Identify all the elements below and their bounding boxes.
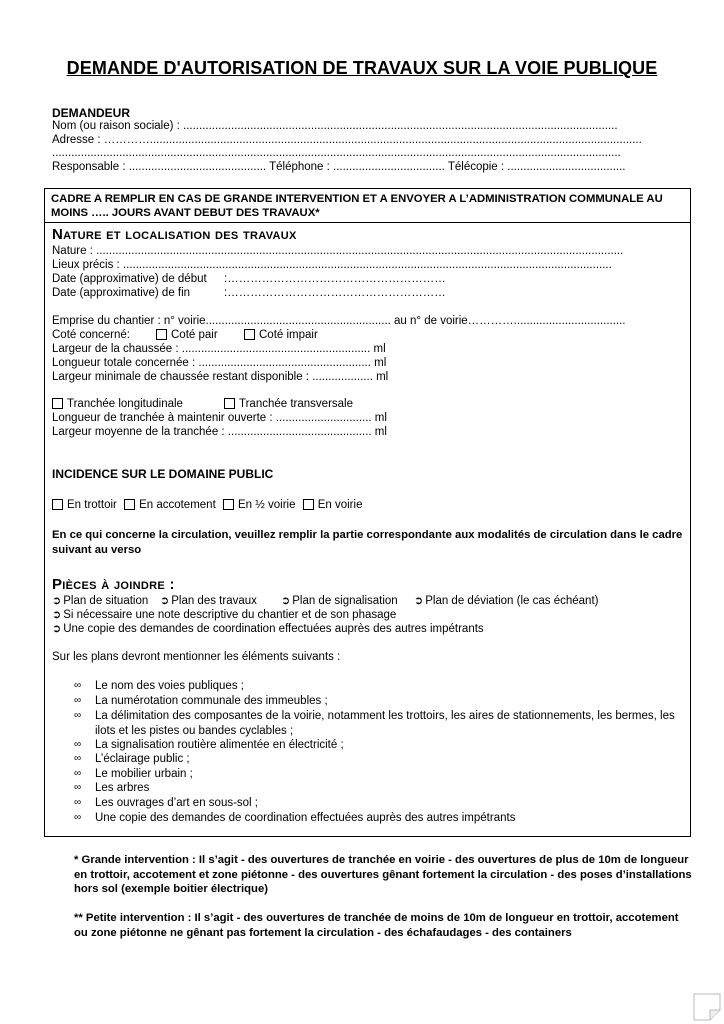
infinity-bullet-icon: ∞ <box>74 680 82 691</box>
incidence-options <box>52 499 688 513</box>
cote-label: Coté concerné: <box>52 329 130 341</box>
longueur-tranchee-field[interactable]: Longueur de tranchée à maintenir ouverte : .............................. ml <box>52 412 387 424</box>
arrow-icon: ➲ <box>414 595 424 607</box>
tranchee-row <box>52 398 688 412</box>
tranchee-transversale-checkbox[interactable] <box>224 398 235 409</box>
largeur-min-field[interactable]: Largeur minimale de chaussée restant disponible : ................... ml <box>52 371 389 383</box>
circulation-note: En ce qui concerne la circulation, veuillez remplir la partie correspondante aux modalités de circulation dans le cadre suivant au verso <box>52 529 683 556</box>
trottoir-checkbox[interactable] <box>52 499 63 510</box>
trottoir-label: En trottoir <box>67 499 117 511</box>
plans-intro: Sur les plans devront mentionner les éléments suivants : <box>52 651 341 663</box>
infinity-bullet-icon: ∞ <box>74 812 82 823</box>
infinity-bullet-icon: ∞ <box>74 797 82 808</box>
infinity-bullet-icon: ∞ <box>74 695 82 706</box>
cote-pair-checkbox[interactable] <box>156 329 167 340</box>
date-fin-label: Date (approximative) de fin <box>52 287 191 299</box>
arrow-icon: ➲ <box>281 595 291 607</box>
demandeur-section <box>52 106 692 174</box>
infinity-bullet-icon: ∞ <box>74 739 82 750</box>
adresse-field-2[interactable]: .................................................................................................................................................................................. <box>52 147 621 159</box>
nom-field[interactable]: Nom (ou raison sociale) : ........................................................................................................................................ <box>52 120 618 132</box>
nature-heading: Nature et localisation des travaux <box>52 226 297 243</box>
page-title: DEMANDE D'AUTORISATION DE TRAVAUX SUR LA VOIE PUBLIQUE <box>66 58 658 78</box>
date-debut-row <box>52 273 688 287</box>
cote-pair-label: Coté pair <box>171 329 218 341</box>
longueur-field[interactable]: Longueur totale concernée : ...................................................... ml <box>52 357 387 369</box>
lieux-field[interactable]: Lieux précis : ......................................................................................................................................................... <box>52 259 612 271</box>
largeur-tranchee-field[interactable]: Largeur moyenne de la tranchée : ............................................. ml <box>52 426 387 438</box>
tranchee-longitudinale-label: Tranchée longitudinale <box>67 398 183 410</box>
plan-travaux-item: ➲ Plan des travaux <box>160 595 257 607</box>
date-debut-field[interactable]: :………………………………………………… <box>224 273 446 285</box>
adresse-field[interactable]: Adresse : ………….......................................................................................................................................................... <box>52 133 642 146</box>
voirie-checkbox[interactable] <box>303 499 314 510</box>
plan-situation-item: ➲ Plan de situation <box>52 595 149 607</box>
infinity-bullet-icon: ∞ <box>74 710 82 721</box>
page-corner-icon <box>692 992 722 1022</box>
arrow-icon: ➲ <box>52 609 62 621</box>
accotement-label: En accotement <box>139 499 216 511</box>
cote-impair-checkbox[interactable] <box>244 329 255 340</box>
date-fin-field[interactable]: :………………………………………………… <box>224 287 446 299</box>
pieces-row-1 <box>52 595 688 609</box>
note-descriptive-item: ➲ Si nécessaire une note descriptive du chantier et de son phasage <box>52 609 397 621</box>
responsable-field[interactable]: Responsable : ........................................... Téléphone : ................................... Télécopie : ..................................... <box>52 160 626 173</box>
date-debut-label: Date (approximative) de début <box>52 273 207 285</box>
copie-demandes-item: ➲ Une copie des demandes de coordination effectuées auprès des autres impétrants <box>52 623 484 635</box>
date-fin-row <box>52 287 688 301</box>
nature-field[interactable]: Nature : ..................................................................................................................................................................... <box>52 245 624 257</box>
arrow-icon: ➲ <box>52 623 62 635</box>
infinity-bullet-icon: ∞ <box>74 768 82 779</box>
box-header: CADRE A REMPLIR EN CAS DE GRANDE INTERVENTION ET A ENVOYER A L’ADMINISTRATION COMMUNALE AU MOINS ….. JOURS AVANT DEBUT DES TRAVAUX* <box>45 189 690 223</box>
tranchee-transversale-label: Tranchée transversale <box>239 398 353 410</box>
cote-row <box>52 329 688 343</box>
incidence-heading: INCIDENCE SUR LE DOMAINE PUBLIC <box>52 467 274 481</box>
petite-intervention-note: ** Petite intervention : Il s’agit - des ouvertures de tranchée de moins de 10m de longueur en trottoir, accotement ou zone piétonne ne gênant pas fortement la circulation - des échafaudages - des containers <box>74 912 679 939</box>
tranchee-longitudinale-checkbox[interactable] <box>52 398 63 409</box>
cote-impair-label: Coté impair <box>259 329 318 341</box>
grande-intervention-note: * Grande intervention : Il s’agit - des ouvertures de tranchée en voirie - des ouvertures de plus de 10m de longueur en trottoir, accotement et zone piétonne - des ouvertures gênant fortement la circulation - des poses d’installations hors sol (exemple boitier électrique) <box>74 854 692 895</box>
demi-voirie-label: En ½ voirie <box>237 499 296 511</box>
infinity-bullet-icon: ∞ <box>74 753 82 764</box>
demandeur-heading: DEMANDEUR <box>52 106 130 120</box>
voirie-label: En voirie <box>317 499 363 511</box>
demi-voirie-checkbox[interactable] <box>223 499 234 510</box>
arrow-icon: ➲ <box>52 595 62 607</box>
pieces-heading: Pièces à joindre : <box>52 576 175 593</box>
infinity-bullet-icon: ∞ <box>74 782 82 793</box>
arrow-icon: ➲ <box>160 595 170 607</box>
largeur-field[interactable]: Largeur de la chaussée : ........................................................... ml <box>52 343 386 355</box>
plan-deviation-item: ➲ Plan de déviation (le cas échéant) <box>414 595 599 607</box>
plan-signalisation-item: ➲ Plan de signalisation <box>281 595 398 607</box>
emprise-field[interactable]: Emprise du chantier : n° voirie.......................................................... au n° de voirie…………................................... <box>52 315 626 327</box>
accotement-checkbox[interactable] <box>124 499 135 510</box>
